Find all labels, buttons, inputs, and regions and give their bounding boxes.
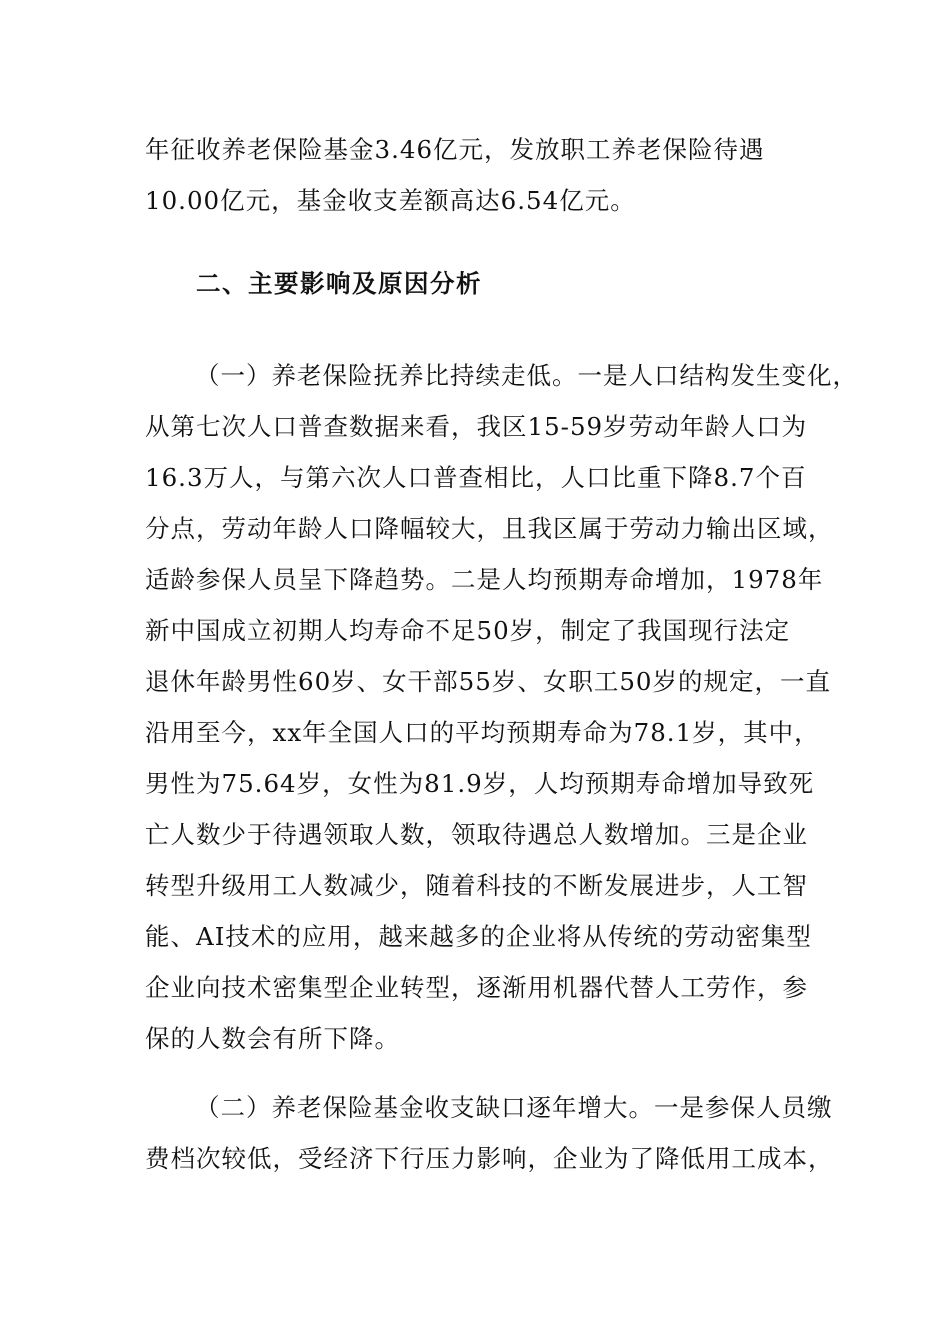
paragraph-line: 费档次较低，受经济下行压力影响，企业为了降低用工成本， — [145, 1144, 834, 1173]
paragraph-line: 从第七次人口普查数据来看，我区15-59岁劳动年龄人口为 — [145, 412, 808, 441]
paragraph-line: 转型升级用工人数减少，随着科技的不断发展进步，人工智 — [145, 871, 808, 900]
paragraph-line: 亡人数少于待遇领取人数，领取待遇总人数增加。三是企业 — [145, 820, 808, 849]
paragraph-line: 16.3万人，与第六次人口普查相比，人口比重下降8.7个百 — [145, 463, 807, 492]
paragraph-line: 适龄参保人员呈下降趋势。二是人均预期寿命增加，1978年 — [145, 565, 824, 594]
paragraph-line: 分点，劳动年龄人口降幅较大，且我区属于劳动力输出区域， — [145, 514, 834, 543]
paragraph-line: 男性为75.64岁，女性为81.9岁，人均预期寿命增加导致死 — [145, 769, 815, 798]
paragraph-line: 保的人数会有所下降。 — [145, 1024, 400, 1053]
paragraph-line: 年征收养老保险基金3.46亿元，发放职工养老保险待遇 — [145, 135, 765, 164]
subsection-two-paragraph — [145, 1082, 834, 1184]
paragraph-line: 新中国成立初期人均寿命不足50岁，制定了我国现行法定 — [145, 616, 791, 645]
section-heading: 二、主要影响及原因分析 — [196, 269, 482, 298]
intro-paragraph — [145, 124, 825, 226]
paragraph-line: 退休年龄男性60岁、女干部55岁、女职工50岁的规定，一直 — [145, 667, 832, 696]
paragraph-line: 企业向技术密集型企业转型，逐渐用机器代替人工劳作，参 — [145, 973, 808, 1002]
paragraph-line: 沿用至今，xx年全国人口的平均预期寿命为78.1岁，其中， — [145, 718, 820, 747]
paragraph-line: （二）养老保险基金收支缺口逐年增大。一是参保人员缴 — [195, 1093, 833, 1122]
subsection-one-paragraph — [145, 350, 858, 1064]
paragraph-line: （一）养老保险抚养比持续走低。一是人口结构发生变化， — [195, 361, 858, 390]
paragraph-line: 10.00亿元，基金收支差额高达6.54亿元。 — [145, 186, 636, 215]
paragraph-line: 能、AI技术的应用，越来越多的企业将从传统的劳动密集型 — [145, 922, 812, 951]
